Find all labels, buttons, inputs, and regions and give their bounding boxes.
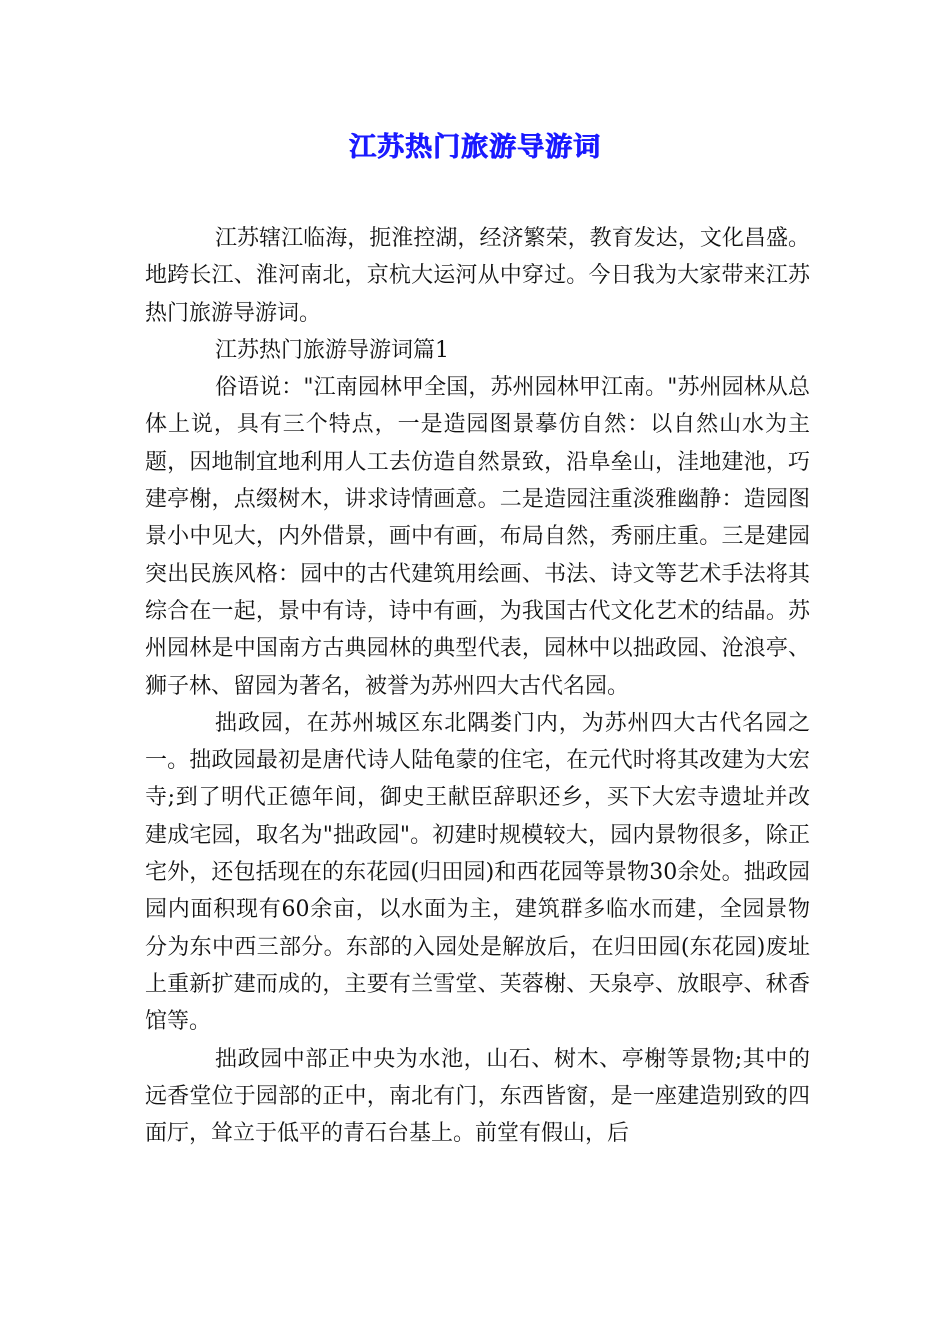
document-title: 江苏热门旅游导游词 (349, 132, 601, 163)
paragraph-humble-administrator-garden: 拙政园，在苏州城区东北隅娄门内，为苏州四大古代名园之一。拙政园最初是唐代诗人陆龟蒙的住宅，在元代时将其改建为大宏寺;到了明代正德年间，御史王献臣辞职还乡，买下大宏寺遗址并改建成宅园，取名为"拙政园"。初建时规模较大，园内景物很多，除正宅外，还包括现在的东花园(归田园)和西花园等景物30余处。拙政园园内面积现有60余亩，以水面为主，建筑群多临水而建，全园景物分为东中西三部分。东部的入园处是解放后，在归田园(东花园)废址上重新扩建而成的，主要有兰雪堂、芙蓉榭、天泉亭、放眼亭、秫香馆等。 (145, 710, 810, 1035)
paragraph-suzhou-gardens: 俗语说："江南园林甲全国，苏州园林甲江南。"苏州园林从总体上说，具有三个特点，一是造园图景摹仿自然：以自然山水为主题，因地制宜地利用人工去仿造自然景致，沿阜垒山，洼地建池，巧建亭榭，点缀树木，讲求诗情画意。二是造园注重淡雅幽静：造园图景小中见大，内外借景，画中有画，布局自然，秀丽庄重。三是建园突出民族风格：园中的古代建筑用绘画、书法、诗文等艺术手法将其综合在一起，景中有诗，诗中有画，为我国古代文化艺术的结晶。苏州园林是中国南方古典园林的典型代表，园林中以拙政园、沧浪亭、狮子林、留园为著名，被誉为苏州四大古代名园。 (145, 375, 810, 699)
paragraph-central-section: 拙政园中部正中央为水池，山石、树木、亭榭等景物;其中的远香堂位于园部的正中，南北有门，东西皆窗，是一座建造别致的四面厅，耸立于低平的青石台基上。前堂有假山，后 (145, 1046, 810, 1147)
paragraph-section-heading: 江苏热门旅游导游词篇1 (215, 337, 449, 363)
paragraph-intro: 江苏辖江临海，扼淮控湖，经济繁荣，教育发达，文化昌盛。地跨长江、淮河南北，京杭大运河从中穿过。今日我为大家带来江苏热门旅游导游词。 (145, 226, 810, 326)
document-body (145, 220, 810, 1152)
